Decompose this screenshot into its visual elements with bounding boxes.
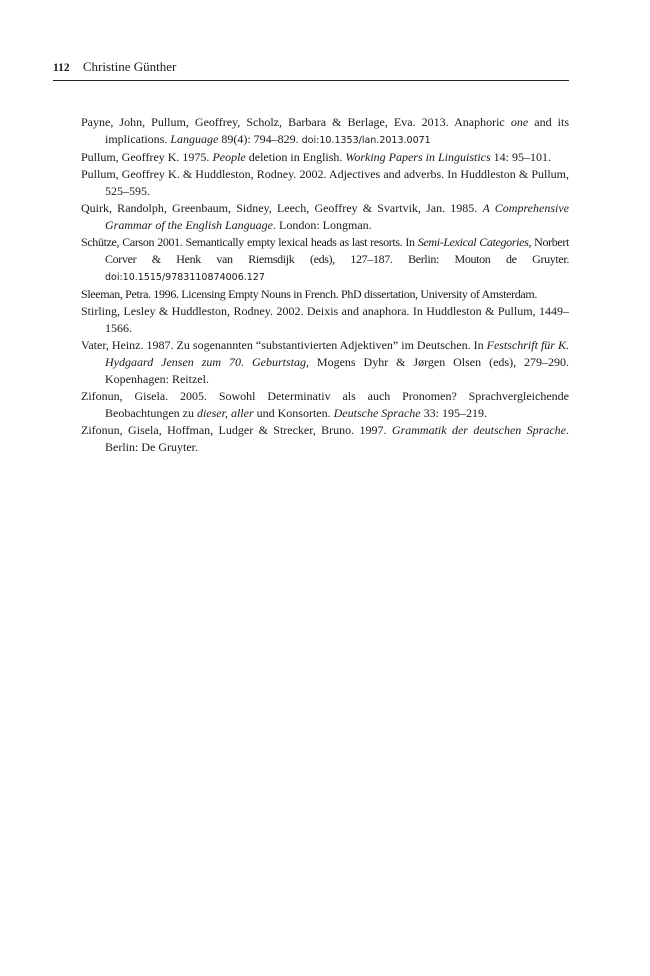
reference-text: and its implications. — [105, 115, 570, 146]
reference-text: Vater, Heinz. 1987. Zu sogenannten “substantivierten Adjektiven” im Deutschen. In — [81, 338, 487, 352]
reference-text: 14: 95–101. — [490, 150, 551, 164]
reference-text: , Mogens Dyhr & Jørgen Olsen (eds), 279–290. Kopenhagen: Reitzel. — [105, 355, 570, 386]
reference-text: Payne, John, Pullum, Geoffrey, Scholz, Barbara & Berlage, Eva. 2013. Anaphoric — [81, 115, 511, 129]
page-number: 112 — [53, 62, 70, 74]
reference-italic-text: Language — [170, 132, 219, 146]
reference-italic-text: dieser, aller — [196, 406, 254, 420]
reference-list — [81, 114, 569, 456]
reference-text: , Norbert Corver & Henk van Riemsdijk (eds), 127–187. Berlin: Mouton de Gruyter. — [105, 235, 570, 266]
reference-text: Sleeman, Petra. 1996. Licensing Empty Nouns in French. PhD dissertation, University of Amsterdam. — [81, 287, 537, 301]
running-head — [53, 58, 569, 77]
reference-entry — [81, 149, 569, 166]
reference-italic-text: Working Papers in Linguistics — [345, 150, 491, 164]
header-rule — [53, 80, 569, 81]
reference-text: deletion in English. — [245, 150, 346, 164]
reference-text: Stirling, Lesley & Huddleston, Rodney. 2002. Deixis and anaphora. In Huddleston & Pullum, 1449–1566. — [81, 304, 569, 335]
reference-text: . London: Longman. — [273, 218, 372, 232]
reference-italic-text: A Comprehensive Grammar of the English Language — [105, 201, 569, 232]
reference-text: . Berlin: De Gruyter. — [105, 423, 569, 454]
reference-text: 33: 195–219. — [420, 406, 487, 420]
reference-text: Pullum, Geoffrey K. 1975. — [81, 150, 213, 164]
running-head-author: Christine Günther — [82, 59, 177, 74]
reference-text: Schütze, Carson 2001. Semantically empty lexical heads as last resorts. In — [81, 235, 418, 249]
reference-entry — [81, 337, 569, 388]
reference-text: Zifonun, Gisela, Hoffman, Ludger & Strecker, Bruno. 1997. — [81, 423, 392, 437]
reference-italic-text: People — [212, 150, 246, 164]
reference-doi: doi:10.1353/lan.2013.0071 — [301, 135, 431, 146]
reference-doi: doi:10.1515/9783110874006.127 — [105, 272, 265, 283]
reference-italic-text: Grammatik der deutschen Sprache — [391, 423, 566, 437]
reference-text: Zifonun, Gisela. 2005. Sowohl Determinativ als auch Pronomen? Sprachvergleichende Beobachtungen zu — [81, 389, 569, 420]
reference-entry — [81, 234, 569, 286]
reference-entry — [81, 388, 569, 422]
reference-entry — [81, 114, 569, 149]
reference-italic-text: Festschrift für K. Hydgaard Jensen zum 70. Geburtstag — [105, 338, 569, 369]
reference-italic-text: Semi-Lexical Categories — [417, 235, 529, 249]
reference-italic-text: Deutsche Sprache — [333, 406, 421, 420]
reference-text: Quirk, Randolph, Greenbaum, Sidney, Leech, Geoffrey & Svartvik, Jan. 1985. — [81, 201, 483, 215]
reference-entry — [81, 200, 569, 234]
reference-entry — [81, 303, 569, 337]
reference-text: Pullum, Geoffrey K. & Huddleston, Rodney. 2002. Adjectives and adverbs. In Huddleston & Pullum, 525–595. — [81, 167, 569, 198]
reference-text: und Konsorten. — [253, 406, 334, 420]
reference-entry — [81, 166, 569, 200]
reference-entry — [81, 422, 569, 456]
reference-italic-text: one — [510, 115, 529, 129]
reference-text: 89(4): 794–829. — [218, 132, 302, 146]
reference-entry — [81, 286, 569, 303]
